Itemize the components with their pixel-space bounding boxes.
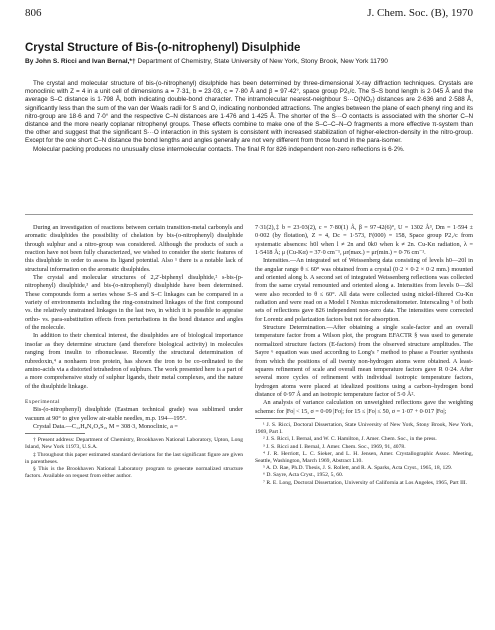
abstract-paragraph-2: Molecular packing produces no unusually close intermolecular contacts. The final R for 826 independent non-zero reflections is 6·2%. bbox=[33, 145, 405, 153]
left-column bbox=[25, 224, 243, 480]
reference-item: ⁷ R. E. Long, Doctoral Dissertation, University of California at Los Angeles, 1965, Part III. bbox=[263, 479, 468, 486]
experimental-heading: Experimental bbox=[25, 398, 61, 405]
structure-determination-paragraph: Structure Determination.—After obtaining a single scale-factor and an overall temperature factor from a Wilson plot, the program EFACTR § was used to generate normalized structure factors (E-factors) from the observed structure amplitudes. The Sayre ⁶ equation was used according to Long's ⁷ method to phase a Fourier synthesis from which the positions of all twenty non-hydrogen atoms were obtained. A least-squares refinement of scale and overall mean temperature factors gave R 0·24. After several more cycles of refinement with individual isotropic temperature factors, hydrogen atoms were placed at idealized positions using a carbon–hydrogen bond distance of 0·97 Å and an isotropic temperature factor of 5·0 Å². bbox=[255, 324, 473, 398]
analysis-paragraph: An analysis of variance calculation on unweighted reflections gave the weighting scheme: for |Fo| < 15, σ = 0·09 |Fo|; for 15 ≤ |Fo| ≤ 50, σ = 1·07 + 0·017 |Fo|; bbox=[255, 399, 473, 415]
reference-item: ¹ J. S. Ricci, Doctoral Dissertation, State University of New York, Stony Brook, New York, 1969, Part I. bbox=[255, 421, 473, 436]
author-names: By John S. Ricci and Ivan Bernal,*† bbox=[25, 58, 138, 65]
footnote-esd: ‡ Throughout this paper estimated standard deviations for the last significant figure are given in parentheses. bbox=[25, 451, 243, 465]
crystal-data-paragraph: Crystal Data.—C₁₂H₈N₂O₄S₂, M = 308·3, Monoclinic, a = bbox=[33, 422, 178, 430]
intro-paragraph-1: During an investigation of reactions between certain transition-metal carbonyls and aromatic disulphides the possibility of chelation by bis-(o-nitrophenyl) disulphide through sulphur and a nitro-group was considered. Although the products of such a reaction have not been fully characterized, we wished to consider the steric features of this disulphide in order to assess its ligand potential. Also ¹ there is a notable lack of structural information on the aromatic disulphides. bbox=[25, 224, 243, 273]
reference-item: ⁶ D. Sayre, Acta Cryst., 1952, 5, 60. bbox=[263, 472, 344, 479]
abstract bbox=[25, 80, 473, 154]
footnote-program: § This is the Brookhaven National Laboratory program to generate normalized structure factors. Available on request from either author. bbox=[25, 466, 243, 480]
abstract-divider bbox=[25, 214, 473, 215]
experimental-paragraph: Bis-(o-nitrophenyl) disulphide (Eastman technical grade) was sublimed under vacuum at 90° to give yellow air-stable needles, m.p. 194—195°. bbox=[25, 406, 243, 422]
journal-citation: J. Chem. Soc. (B), 1970 bbox=[367, 7, 473, 19]
references-divider bbox=[255, 418, 315, 419]
page-number: 806 bbox=[25, 7, 42, 19]
reference-item: ⁵ A. D. Rae, Ph.D. Thesis, J. S. Rollett, and R. A. Sparks, Acta Cryst., 1965, 18, 129. bbox=[263, 465, 453, 472]
article-title: Crystal Structure of Bis-(o-nitrophenyl) Disulphide bbox=[25, 42, 301, 54]
intro-paragraph-2: The crystal and molecular structures of 2,2′-biphenyl disulphide,² s-bis-(p-nitrophenyl) disulphide,³ and bis-(o-nitrophenyl) disulphide have been determined. These compounds form a series whose S–S and S–C linkages can be compared in a variety of environments including the ring-constrained linkages of the first compound vs. the relatively unstrained linkages in the last two, in which it is possible to appraise ortho- vs. para-substitution effects from perturbations in the bond distance and angles of the molecule. bbox=[25, 274, 243, 332]
author-line bbox=[25, 58, 475, 66]
reference-item: ³ J. S. Ricci and I. Bernal, J. Amer. Chem. Soc., 1969, 91, 4078. bbox=[263, 443, 406, 450]
abstract-paragraph-1: The crystal and molecular structure of bis-(o-nitrophenyl) disulphide has been determined by three-dimensional X-ray diffraction techniques. Crystals are monoclinic with Z = 4 in a unit cell of dimensions a = 7·31, b = 23·03, c = 7·80 Å and β = 97·42°, space group P2₁/c. The S–S bond length is 2·045 Å and the average S–C distance is 1·798 Å, both indicating double-bond character. The intramolecular nearest-neighbour S···O(NO₂) distances are 2·636 and 2·588 Å, significantly less than the sum of the van der Waals radii for S and O, indicating nonbonded attractions. The angles between the plane of each phenyl ring and its nitro-group are 18·6 and 7·0° and the respective C–N distances are 1·476 and 1·425 Å. The shorter of the S···O contacts is associated with the shorter C–N distance and the more nearly coplanar nitrophenyl groups. These effects combine to make one of the S–C–C–N–O fragments a more effective π-system than the other and suggest that the significant S···O interaction in this system is consistent with increased stabilization of higher-electron-density in the nitro-group. Except for the one short C–N distance the bond lengths and angles generally are not very different from those found in the para-isomer. bbox=[25, 80, 473, 145]
author-affiliation: Department of Chemistry, State University of New York, Stony Brook, New York 11790 bbox=[137, 58, 388, 65]
footnote-present-address: † Present address: Department of Chemistry, Brookhaven National Laboratory, Upton, Long Island, New York 11973, U.S.A. bbox=[25, 437, 243, 451]
right-column bbox=[255, 224, 473, 487]
crystal-data-continued: 7·31(2),‡ b = 23·03(2), c = 7·80(1) Å, β = 97·42(6)°, U = 1302 Å³, Dm = 1·594 ± 0·002 (by flotation), Z = 4, Dc = 1·573, F(000) = 158, Space group P2₁/c from systematic absences: h0l when l ≠ 2n and 0k0 when k ≠ 2n. Cu-Kα radiation, λ = 1·5418 Å; μ (Cu-Kα) = 37·0 cm⁻¹, μr(max.) = μr(min.) = 0·76 cm⁻¹. bbox=[255, 224, 473, 257]
intensities-paragraph: Intensities.—An integrated set of Weissenberg data consisting of levels h0—20l in the angular range θ ≤ 60° was obtained from a crystal (0·2 × 0·2 × 0·2 mm.) mounted and oriented along b. A second set of integrated Weissenberg reflections was collected from the same crystal remounted and oriented along a. Intensities from levels 0—2kl were also recorded to θ ≤ 60°. All data were collected using nickel-filtered Cu-Kα radiation and were read on a Model I Nonius microdensitometer. Interscaling ⁵ of both sets of reflections gave 826 independent non-zero data. The intensities were corrected for Lorentz and polarization factors but not for absorption. bbox=[255, 257, 473, 323]
reference-item: ⁴ J. R. Herriott, L. C. Sieker, and L. H. Jensen, Amer. Crystallographic Assoc. Meeting, Seattle, Washington, March 1969, Abstract L10. bbox=[255, 450, 473, 464]
reference-item: ² J. S. Ricci, I. Bernal, and W. C. Hamilton, J. Amer. Chem. Soc., in the press. bbox=[263, 436, 437, 443]
footnote-divider bbox=[25, 433, 85, 434]
intro-paragraph-3: In addition to their chemical interest, the disulphides are of biological importance insofar as they determine structure (and therefore biological activity) in molecules ranging from insulin to ribonuclease. Recently the structural determination of rubredoxin,⁴ a nonhaem iron protein, has shown the iron to be co-ordinated to the amino-acids via a distorted tetrahedron of sulphurs. The work presented here is a part of a more comprehensive study of sulphur ligands, their metal complexes, and the nature of the disulphide linkage. bbox=[25, 332, 243, 390]
running-header bbox=[25, 7, 473, 21]
